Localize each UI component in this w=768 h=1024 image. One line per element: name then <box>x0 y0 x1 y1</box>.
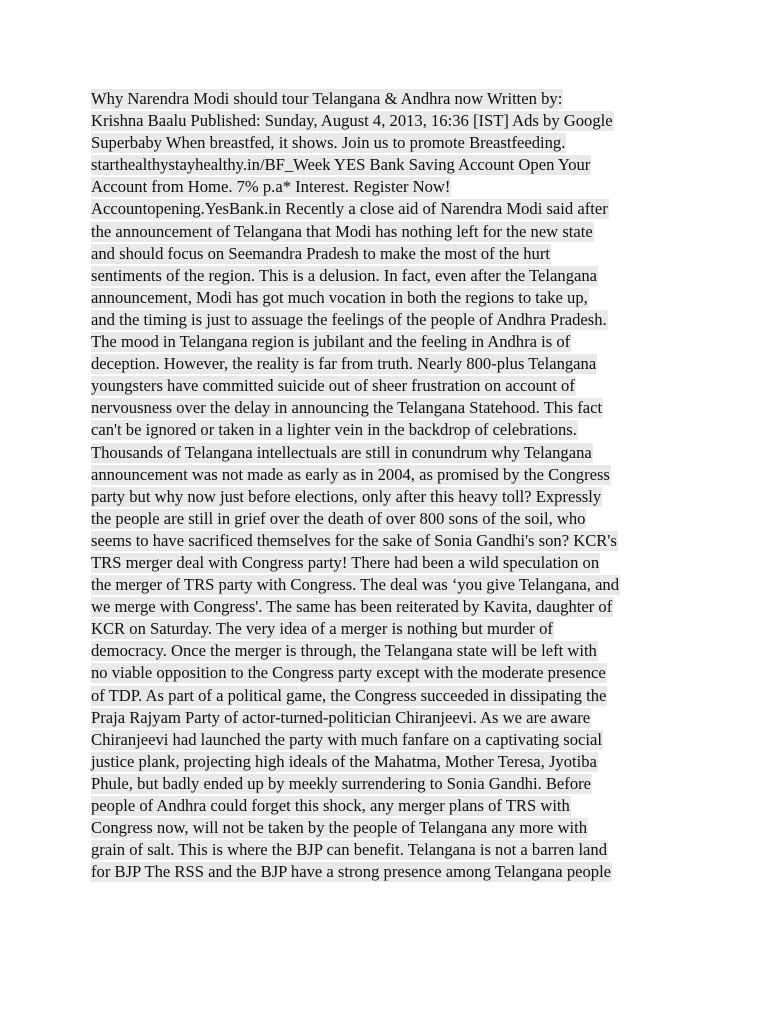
text-line-content: can't be ignored or taken in a lighter vein in the backdrop of celebrations. <box>91 420 577 440</box>
text-line-content: deception. However, the reality is far from truth. Nearly 800-plus Telangana <box>91 354 597 374</box>
text-line-content: KCR on Saturday. The very idea of a merger is nothing but murder of <box>91 619 553 639</box>
text-line <box>91 420 691 442</box>
article-text <box>91 89 691 884</box>
text-line-content: the merger of TRS party with Congress. The deal was ‘you give Telangana, and <box>91 575 620 595</box>
text-line <box>91 752 691 774</box>
text-line-content: no viable opposition to the Congress party except with the moderate presence <box>91 663 606 683</box>
text-line <box>91 774 691 796</box>
text-line-content: the people are still in grief over the death of over 800 sons of the soil, who <box>91 508 586 528</box>
text-line <box>91 575 691 597</box>
text-line-content: party but why now just before elections, only after this heavy toll? Expressly <box>91 486 602 506</box>
text-line <box>91 796 691 818</box>
text-line <box>91 862 691 884</box>
text-line <box>91 288 691 310</box>
text-line <box>91 89 691 111</box>
text-line <box>91 818 691 840</box>
text-line-content: nervousness over the delay in announcing the Telangana Statehood. This fact <box>91 398 603 418</box>
text-line-content: justice plank, projecting high ideals of the Mahatma, Mother Teresa, Jyotiba <box>91 751 597 771</box>
text-line <box>91 531 691 553</box>
text-line <box>91 708 691 730</box>
text-line <box>91 310 691 332</box>
text-line-content: Chiranjeevi had launched the party with much fanfare on a captivating social <box>91 729 602 749</box>
text-line <box>91 177 691 199</box>
text-line <box>91 663 691 685</box>
text-line-content: Account from Home. 7% p.a* Interest. Register Now! <box>91 177 451 197</box>
text-line-content: seems to have sacrificed themselves for the sake of Sonia Gandhi's son? KCR's <box>91 530 617 550</box>
text-line-content: announcement, Modi has got much vocation in both the regions to take up, <box>91 287 588 307</box>
text-line-content: Congress now, will not be taken by the people of Telangana any more with <box>91 818 588 838</box>
text-line-content: sentiments of the region. This is a delusion. In fact, even after the Telangana <box>91 265 598 285</box>
text-line-content: Thousands of Telangana intellectuals are still in conundrum why Telangana <box>91 442 592 462</box>
text-line-content: Phule, but badly ended up by meekly surrendering to Sonia Gandhi. Before <box>91 773 592 793</box>
text-line <box>91 730 691 752</box>
text-line <box>91 398 691 420</box>
text-line-content: announcement was not made as early as in 2004, as promised by the Congress <box>91 464 610 484</box>
text-line-content: starthealthystayhealthy.in/BF_Week YES Bank Saving Account Open Your <box>91 155 591 175</box>
text-line <box>91 111 691 133</box>
text-line-content: youngsters have committed suicide out of sheer frustration on account of <box>91 376 575 396</box>
text-line-content: people of Andhra could forget this shock, any merger plans of TRS with <box>91 796 570 815</box>
text-line <box>91 354 691 376</box>
text-line <box>91 597 691 619</box>
text-line <box>91 686 691 708</box>
text-line <box>91 619 691 641</box>
text-line-content: democracy. Once the merger is through, the Telangana state will be left with <box>91 641 597 661</box>
text-line <box>91 465 691 487</box>
text-line-content: Accountopening.YesBank.in Recently a close aid of Narendra Modi said after <box>91 199 608 219</box>
text-line-content: of TDP. As part of a political game, the Congress succeeded in dissipating the <box>91 685 607 705</box>
text-line <box>91 376 691 398</box>
text-line-content: and the timing is just to assuage the feelings of the people of Andhra Pradesh. <box>91 309 607 329</box>
text-line <box>91 199 691 221</box>
text-line <box>91 332 691 354</box>
text-line-content: Krishna Baalu Published: Sunday, August 4, 2013, 16:36 [IST] Ads by Google <box>91 111 613 131</box>
text-line <box>91 266 691 288</box>
text-line-content: Superbaby When breastfed, it shows. Join us to promote Breastfeeding. <box>91 133 566 153</box>
text-line-content: grain of salt. This is where the BJP can benefit. Telangana is not a barren land <box>91 840 608 860</box>
text-line <box>91 553 691 575</box>
text-line-content: the announcement of Telangana that Modi has nothing left for the new state <box>91 221 593 241</box>
text-line-content: TRS merger deal with Congress party! There had been a wild speculation on <box>91 552 600 572</box>
text-line-content: Why Narendra Modi should tour Telangana & Andhra now Written by: <box>91 89 563 108</box>
text-line-content: for BJP The RSS and the BJP have a strong presence among Telangana people <box>91 862 612 882</box>
text-line <box>91 840 691 862</box>
text-line <box>91 443 691 465</box>
text-line <box>91 133 691 155</box>
text-line <box>91 244 691 266</box>
text-line-content: Praja Rajyam Party of actor-turned-politician Chiranjeevi. As we are aware <box>91 707 591 727</box>
text-line <box>91 509 691 531</box>
text-line <box>91 487 691 509</box>
text-line-content: The mood in Telangana region is jubilant and the feeling in Andhra is of <box>91 332 571 352</box>
text-line <box>91 222 691 244</box>
text-line-content: we merge with Congress'. The same has been reiterated by Kavita, daughter of <box>91 597 613 617</box>
text-line-content: and should focus on Seemandra Pradesh to make the most of the hurt <box>91 243 550 263</box>
text-line <box>91 155 691 177</box>
text-line <box>91 641 691 663</box>
